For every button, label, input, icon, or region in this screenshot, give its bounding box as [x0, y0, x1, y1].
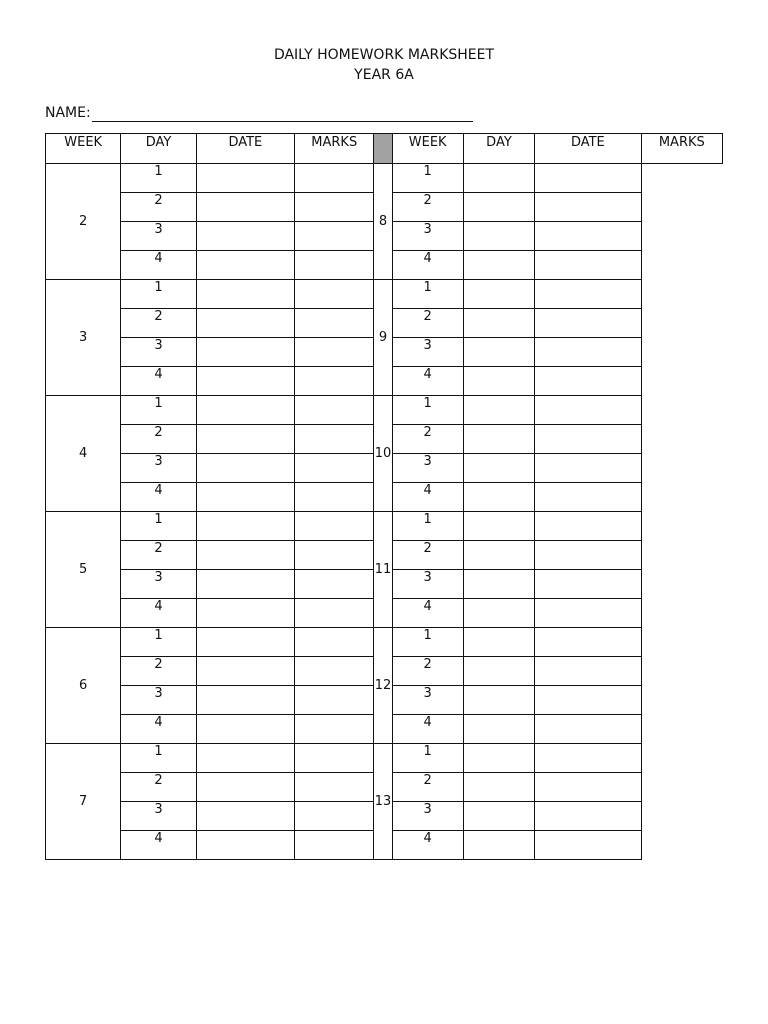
date-cell-right[interactable]	[463, 309, 534, 338]
date-cell-left[interactable]	[196, 251, 294, 280]
day-cell-right: 2	[392, 541, 463, 570]
date-cell-right[interactable]	[463, 541, 534, 570]
date-cell-left[interactable]	[196, 570, 294, 599]
day-cell-left: 3	[121, 570, 196, 599]
marksheet-table	[45, 133, 723, 860]
day-cell-left: 3	[121, 686, 196, 715]
week-cell-right: 9	[374, 280, 392, 396]
day-cell-right: 2	[392, 309, 463, 338]
date-cell-left[interactable]	[196, 744, 294, 773]
table-row	[46, 280, 723, 309]
date-cell-right[interactable]	[463, 251, 534, 280]
marks-cell-right[interactable]	[535, 512, 641, 541]
week-cell-right: 12	[374, 628, 392, 744]
date-cell-right[interactable]	[463, 831, 534, 860]
date-cell-right[interactable]	[463, 512, 534, 541]
day-cell-left: 1	[121, 512, 196, 541]
day-cell-right: 1	[392, 628, 463, 657]
day-cell-left: 3	[121, 802, 196, 831]
week-cell-left: 3	[46, 280, 121, 396]
marks-cell-right[interactable]	[535, 280, 641, 309]
table-row	[46, 396, 723, 425]
table-row	[46, 628, 723, 657]
date-cell-left[interactable]	[196, 280, 294, 309]
marksheet-body	[46, 164, 723, 860]
date-cell-right[interactable]	[463, 280, 534, 309]
day-cell-left: 3	[121, 222, 196, 251]
date-cell-left[interactable]	[196, 628, 294, 657]
date-cell-right[interactable]	[463, 657, 534, 686]
marks-cell-left[interactable]	[295, 280, 374, 309]
date-cell-left[interactable]	[196, 541, 294, 570]
day-cell-right: 3	[392, 454, 463, 483]
marks-cell-left[interactable]	[295, 309, 374, 338]
date-cell-left[interactable]	[196, 512, 294, 541]
day-cell-right: 2	[392, 657, 463, 686]
header-day-left: DAY	[121, 134, 196, 164]
date-cell-right[interactable]	[463, 715, 534, 744]
name-label: NAME:	[45, 105, 91, 121]
day-cell-right: 4	[392, 831, 463, 860]
date-cell-right[interactable]	[463, 744, 534, 773]
date-cell-right[interactable]	[463, 396, 534, 425]
marks-cell-right[interactable]	[535, 831, 641, 860]
day-cell-left: 1	[121, 628, 196, 657]
name-row	[45, 104, 473, 122]
week-cell-left: 4	[46, 396, 121, 512]
marks-cell-left[interactable]	[295, 483, 374, 512]
day-cell-right: 2	[392, 193, 463, 222]
marks-cell-right[interactable]	[535, 251, 641, 280]
header-date-right: DATE	[535, 134, 641, 164]
marks-cell-right[interactable]	[535, 599, 641, 628]
marks-cell-right[interactable]	[535, 222, 641, 251]
day-cell-right: 3	[392, 802, 463, 831]
date-cell-left[interactable]	[196, 802, 294, 831]
day-cell-right: 4	[392, 715, 463, 744]
marks-cell-right[interactable]	[535, 425, 641, 454]
date-cell-right[interactable]	[463, 599, 534, 628]
date-cell-right[interactable]	[463, 628, 534, 657]
day-cell-left: 2	[121, 657, 196, 686]
week-cell-right: 8	[374, 164, 392, 280]
marks-cell-right[interactable]	[535, 657, 641, 686]
marks-cell-left[interactable]	[295, 773, 374, 802]
marks-cell-right[interactable]	[535, 744, 641, 773]
day-cell-left: 4	[121, 367, 196, 396]
week-cell-right: 10	[374, 396, 392, 512]
date-cell-right[interactable]	[463, 773, 534, 802]
date-cell-left[interactable]	[196, 773, 294, 802]
marks-cell-left[interactable]	[295, 686, 374, 715]
header-week-right: WEEK	[392, 134, 463, 164]
marks-cell-right[interactable]	[535, 773, 641, 802]
date-cell-left[interactable]	[196, 367, 294, 396]
week-cell-left: 6	[46, 628, 121, 744]
marks-cell-right[interactable]	[535, 686, 641, 715]
day-cell-right: 3	[392, 222, 463, 251]
day-cell-left: 4	[121, 483, 196, 512]
marks-cell-left[interactable]	[295, 599, 374, 628]
marks-cell-left[interactable]	[295, 164, 374, 193]
header-row	[46, 134, 723, 164]
day-cell-right: 1	[392, 744, 463, 773]
day-cell-right: 3	[392, 686, 463, 715]
name-field-line[interactable]	[92, 107, 473, 122]
day-cell-left: 1	[121, 280, 196, 309]
day-cell-right: 1	[392, 512, 463, 541]
marks-cell-right[interactable]	[535, 309, 641, 338]
table-row	[46, 744, 723, 773]
date-cell-right[interactable]	[463, 570, 534, 599]
marks-cell-right[interactable]	[535, 715, 641, 744]
day-cell-left: 2	[121, 309, 196, 338]
week-cell-left: 2	[46, 164, 121, 280]
marks-cell-left[interactable]	[295, 831, 374, 860]
day-cell-right: 2	[392, 425, 463, 454]
day-cell-right: 4	[392, 251, 463, 280]
day-cell-right: 4	[392, 483, 463, 512]
marks-cell-left[interactable]	[295, 570, 374, 599]
day-cell-left: 4	[121, 251, 196, 280]
date-cell-right[interactable]	[463, 686, 534, 715]
day-cell-left: 1	[121, 396, 196, 425]
marks-cell-left[interactable]	[295, 628, 374, 657]
table-row	[46, 512, 723, 541]
date-cell-right[interactable]	[463, 454, 534, 483]
marks-cell-right[interactable]	[535, 483, 641, 512]
date-cell-right[interactable]	[463, 164, 534, 193]
marks-cell-right[interactable]	[535, 802, 641, 831]
date-cell-left[interactable]	[196, 454, 294, 483]
day-cell-left: 1	[121, 744, 196, 773]
date-cell-left[interactable]	[196, 831, 294, 860]
date-cell-left[interactable]	[196, 425, 294, 454]
sheet-title: DAILY HOMEWORK MARKSHEET	[273, 47, 495, 63]
marks-cell-left[interactable]	[295, 367, 374, 396]
week-cell-left: 5	[46, 512, 121, 628]
marks-cell-right[interactable]	[535, 164, 641, 193]
date-cell-left[interactable]	[196, 483, 294, 512]
marks-cell-right[interactable]	[535, 628, 641, 657]
date-cell-left[interactable]	[196, 309, 294, 338]
week-cell-right: 13	[374, 744, 392, 860]
marks-cell-left[interactable]	[295, 512, 374, 541]
date-cell-left[interactable]	[196, 686, 294, 715]
marks-cell-left[interactable]	[295, 338, 374, 367]
sheet-subtitle: YEAR 6A	[354, 67, 414, 83]
date-cell-right[interactable]	[463, 425, 534, 454]
day-cell-left: 2	[121, 193, 196, 222]
marks-cell-left[interactable]	[295, 425, 374, 454]
date-cell-left[interactable]	[196, 396, 294, 425]
date-cell-right[interactable]	[463, 222, 534, 251]
table-row	[46, 164, 723, 193]
date-cell-left[interactable]	[196, 338, 294, 367]
marks-cell-left[interactable]	[295, 657, 374, 686]
day-cell-right: 4	[392, 367, 463, 396]
date-cell-left[interactable]	[196, 222, 294, 251]
header-marks-right: MARKS	[641, 134, 722, 164]
center-divider	[374, 134, 392, 164]
date-cell-left[interactable]	[196, 193, 294, 222]
day-cell-left: 2	[121, 541, 196, 570]
date-cell-right[interactable]	[463, 367, 534, 396]
day-cell-left: 3	[121, 454, 196, 483]
marks-cell-right[interactable]	[535, 541, 641, 570]
marks-cell-left[interactable]	[295, 222, 374, 251]
day-cell-right: 3	[392, 338, 463, 367]
marks-cell-left[interactable]	[295, 396, 374, 425]
date-cell-left[interactable]	[196, 599, 294, 628]
week-cell-left: 7	[46, 744, 121, 860]
day-cell-right: 4	[392, 599, 463, 628]
marks-cell-right[interactable]	[535, 367, 641, 396]
day-cell-left: 1	[121, 164, 196, 193]
day-cell-right: 2	[392, 773, 463, 802]
marks-cell-right[interactable]	[535, 570, 641, 599]
date-cell-right[interactable]	[463, 338, 534, 367]
date-cell-right[interactable]	[463, 802, 534, 831]
date-cell-right[interactable]	[463, 483, 534, 512]
marks-cell-right[interactable]	[535, 454, 641, 483]
marks-cell-right[interactable]	[535, 396, 641, 425]
day-cell-left: 2	[121, 773, 196, 802]
day-cell-left: 2	[121, 425, 196, 454]
day-cell-right: 1	[392, 280, 463, 309]
header-day-right: DAY	[463, 134, 534, 164]
marks-cell-left[interactable]	[295, 193, 374, 222]
header-marks-left: MARKS	[295, 134, 374, 164]
day-cell-left: 4	[121, 599, 196, 628]
day-cell-right: 1	[392, 164, 463, 193]
marks-cell-right[interactable]	[535, 338, 641, 367]
marks-cell-left[interactable]	[295, 251, 374, 280]
day-cell-left: 4	[121, 715, 196, 744]
day-cell-left: 4	[121, 831, 196, 860]
day-cell-right: 3	[392, 570, 463, 599]
date-cell-left[interactable]	[196, 164, 294, 193]
marks-cell-left[interactable]	[295, 744, 374, 773]
marks-cell-left[interactable]	[295, 715, 374, 744]
day-cell-right: 1	[392, 396, 463, 425]
week-cell-right: 11	[374, 512, 392, 628]
date-cell-right[interactable]	[463, 193, 534, 222]
header-date-left: DATE	[196, 134, 294, 164]
day-cell-left: 3	[121, 338, 196, 367]
marks-cell-right[interactable]	[535, 193, 641, 222]
date-cell-left[interactable]	[196, 657, 294, 686]
marks-cell-left[interactable]	[295, 454, 374, 483]
marks-cell-left[interactable]	[295, 541, 374, 570]
header-week-left: WEEK	[46, 134, 121, 164]
date-cell-left[interactable]	[196, 715, 294, 744]
marks-cell-left[interactable]	[295, 802, 374, 831]
